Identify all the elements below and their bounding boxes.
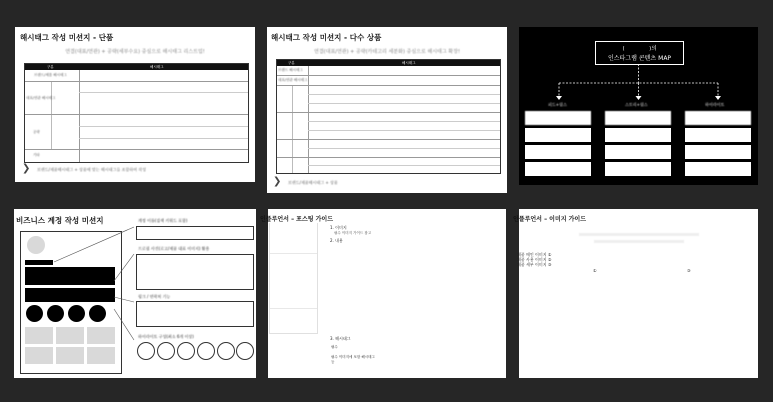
highlight-outline-circle bbox=[217, 342, 235, 360]
highlight-outline-circle bbox=[177, 342, 195, 360]
phone-preview bbox=[269, 223, 318, 334]
table-row-line bbox=[277, 139, 500, 140]
section-image: 1. 이미지 bbox=[330, 225, 347, 230]
section-hashtag-extra: 등 bbox=[331, 360, 335, 364]
table-row-line bbox=[308, 94, 500, 95]
slide-subtitle: 연결(대표/연관) + 공략(세부수요) 중심으로 해시태그 리스트업! bbox=[65, 49, 205, 55]
callout-label: 하이라이트 구성(최소 6개 이상) bbox=[138, 334, 194, 339]
header-col-2: 해시태그 bbox=[402, 60, 416, 65]
header-col-1: 구분 bbox=[47, 64, 54, 69]
section-hashtag: 3. 해시태그 bbox=[330, 336, 351, 341]
table-row-line bbox=[308, 121, 500, 122]
table-row-line bbox=[277, 75, 500, 76]
table-row-line bbox=[79, 126, 248, 127]
callout-box bbox=[136, 254, 254, 290]
branch-column-feed bbox=[525, 111, 591, 176]
row-label: 기타 bbox=[33, 153, 40, 157]
slide-title: 비즈니스 계정 작성 미션지 bbox=[16, 216, 104, 225]
section-content: 2. 내용 bbox=[330, 238, 343, 243]
branch-column-story bbox=[605, 111, 671, 176]
row-label: 대표/연관 해시태그 bbox=[26, 96, 56, 100]
section-hashtag-note: 필수 이미지에 포함 해시태그 bbox=[331, 355, 375, 359]
hashtag-table bbox=[276, 59, 501, 174]
slide-title: 인플루언서 – 이미지 가이드 bbox=[513, 216, 587, 223]
header-col-1: 구분 bbox=[288, 60, 295, 65]
branch-label: 피드+릴스 bbox=[548, 102, 567, 107]
branch-column-highlight bbox=[685, 111, 751, 176]
highlight-outline-circle bbox=[157, 342, 175, 360]
row-label: 브랜드 해시태그 bbox=[278, 68, 303, 72]
callout-box bbox=[136, 226, 254, 240]
map-title-line2: 인스타그램 콘텐츠 MAP bbox=[607, 55, 672, 62]
table-row-line bbox=[277, 112, 500, 113]
callout-label: 계정 이름(검색 키워드 포함) bbox=[138, 218, 188, 223]
highlight-outline-circle bbox=[236, 342, 254, 360]
footnote: 브랜드/제품해시태그 + 상품에 맞는 해시태그를 조합하여 작성 bbox=[37, 167, 146, 172]
slide-subtitle: 연결(대표/연관) + 공략(카테고리 세분화) 중심으로 해시태그 확장! bbox=[314, 49, 460, 55]
image-marker: ③ bbox=[687, 268, 691, 273]
row-label: 대표/연관 해시태그 bbox=[278, 78, 308, 82]
image-marker: ① bbox=[593, 268, 597, 273]
table-header bbox=[277, 60, 500, 66]
table-row-line bbox=[308, 103, 500, 104]
slide-influencer-posting[interactable] bbox=[260, 209, 506, 378]
table-row-line bbox=[25, 114, 248, 115]
highlight-outline-circle bbox=[137, 342, 155, 360]
header-col-2: 해시태그 bbox=[150, 64, 164, 69]
slide-content-map[interactable] bbox=[519, 27, 758, 185]
table-row-line bbox=[277, 157, 500, 158]
chevron-right-icon: ❯ bbox=[273, 176, 282, 187]
slide-title: 인플루언서 – 포스팅 가이드 bbox=[260, 216, 334, 223]
footnote: 브랜드/제품해시태그 + 상품 bbox=[288, 180, 338, 185]
row-label: 브랜드/제품 해시태그 bbox=[34, 73, 67, 77]
slide-hashtag-single[interactable] bbox=[15, 27, 255, 182]
slide-hashtag-multi[interactable] bbox=[267, 27, 507, 193]
table-row-line bbox=[79, 92, 248, 93]
callout-box bbox=[136, 301, 254, 327]
callout-label: 링크 / 연락처 기능 bbox=[138, 294, 171, 299]
table-row-line bbox=[308, 165, 500, 166]
map-title-line1: ( )의 bbox=[622, 46, 657, 52]
table-subcol-divider bbox=[51, 81, 52, 150]
blurred-description bbox=[579, 233, 699, 236]
chevron-right-icon: ❯ bbox=[22, 163, 31, 174]
table-row-line bbox=[308, 148, 500, 149]
table-row-line bbox=[25, 81, 248, 82]
callout-label: 프로필 사진(로고/제품 대표 이미지) 활용 bbox=[138, 246, 210, 251]
table-row-line bbox=[25, 149, 248, 150]
slide-business-account[interactable] bbox=[14, 209, 256, 378]
image-list-item: 제품 세부 이미지 ③ bbox=[517, 262, 552, 267]
branch-label: 하이라이트 bbox=[705, 102, 725, 107]
image-list-item: 제품 사용 이미지 ② bbox=[517, 257, 552, 262]
table-row-line bbox=[79, 138, 248, 139]
section-image-note: 필수 이미지 가이드 참고 bbox=[334, 231, 372, 235]
image-list-item: 제품 메인 이미지 ① bbox=[517, 252, 552, 257]
section-hashtag-required: 필수 bbox=[331, 345, 338, 349]
table-row-line bbox=[308, 130, 500, 131]
blurred-description bbox=[594, 240, 684, 243]
slide-title: 해시태그 작성 미션지 - 단품 bbox=[20, 33, 114, 42]
row-label: 공략 bbox=[33, 130, 40, 134]
slide-influencer-image[interactable] bbox=[513, 209, 758, 378]
slide-title: 해시태그 작성 미션지 - 다수 상품 bbox=[271, 33, 382, 42]
hashtag-table bbox=[24, 63, 249, 163]
table-header bbox=[25, 64, 248, 70]
table-subcol-divider bbox=[292, 85, 293, 173]
highlight-outline-circle bbox=[197, 342, 215, 360]
branch-label: 스토리+릴스 bbox=[625, 102, 648, 107]
table-row-line bbox=[277, 85, 500, 86]
